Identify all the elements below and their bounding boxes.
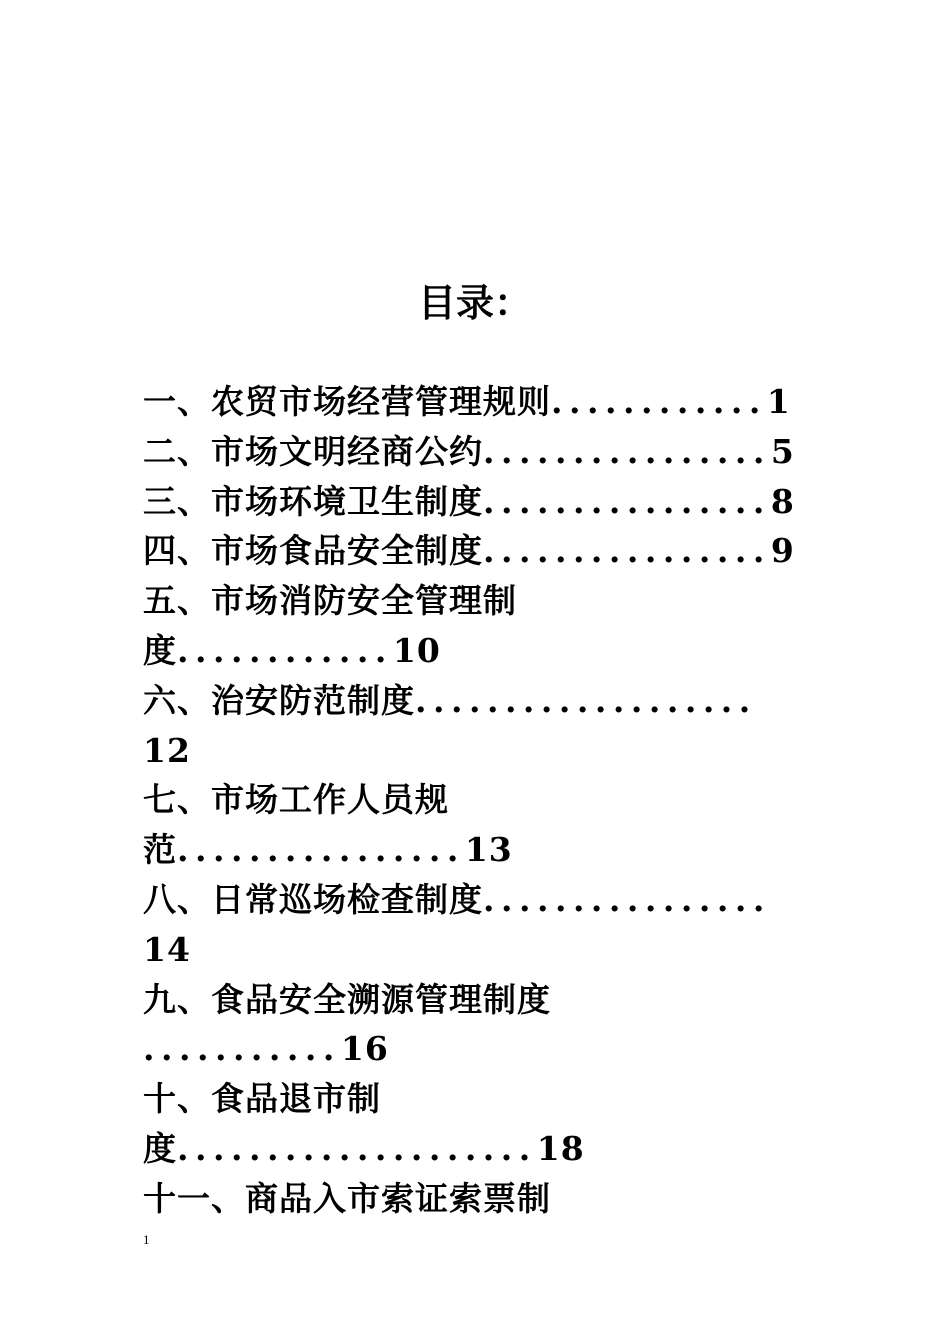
toc-page-number: 18: [536, 1128, 585, 1168]
page-number-footer: 1: [143, 1232, 150, 1247]
toc-entry-title: 五、市场消防安全管理制: [143, 581, 517, 621]
toc-line[interactable]: [143, 427, 803, 477]
toc-entry-title: 度: [143, 1128, 177, 1168]
toc-line[interactable]: [143, 875, 803, 925]
toc-line[interactable]: [143, 925, 803, 975]
toc-page-number: 16: [340, 1029, 389, 1069]
toc-line[interactable]: [143, 825, 803, 875]
toc-entry-title: 八、日常巡场检查制度: [143, 879, 483, 919]
toc-line[interactable]: [143, 477, 803, 527]
toc-page-number: 8: [770, 481, 795, 521]
toc-page-number: 1: [766, 382, 791, 421]
toc-leader-dots: ....................: [177, 1128, 537, 1168]
toc-leader-dots: ................: [483, 431, 771, 471]
toc-page-number: 10: [392, 630, 441, 670]
toc-entry-title: 六、治安防范制度: [143, 680, 415, 720]
toc-line[interactable]: [143, 526, 803, 576]
toc-entry-title: 一、农贸市场经营管理规则: [143, 382, 551, 421]
toc-entry-title: 二、市场文明经商公约: [143, 431, 483, 471]
toc-leader-dots: ............: [551, 382, 767, 421]
toc-leader-dots: ................: [483, 531, 771, 571]
toc-page-number: 12: [143, 730, 191, 770]
toc-leader-dots: ...................: [415, 680, 757, 720]
toc-line[interactable]: [143, 576, 803, 626]
toc-line[interactable]: [143, 726, 803, 776]
toc-line[interactable]: [143, 377, 803, 427]
toc-entry-title: 十、食品退市制: [143, 1079, 381, 1119]
toc-line[interactable]: [143, 626, 803, 676]
toc-line[interactable]: [143, 1074, 803, 1124]
toc-entry-title: 三、市场环境卫生制度: [143, 481, 483, 521]
toc-entry-title: 范: [143, 830, 177, 870]
toc-page-number: 5: [770, 431, 795, 471]
toc-line[interactable]: [143, 775, 803, 825]
toc-page-number: 9: [770, 531, 795, 571]
toc-entry-title: 四、市场食品安全制度: [143, 531, 483, 571]
toc-leader-dots: ............: [177, 630, 393, 670]
toc-leader-dots: ...........: [143, 1029, 341, 1069]
table-of-contents: [143, 377, 803, 1224]
toc-line[interactable]: [143, 1124, 803, 1174]
toc-entry-title: 十一、商品入市索证索票制: [143, 1178, 551, 1218]
toc-entry-title: 七、市场工作人员规: [143, 780, 449, 820]
toc-leader-dots: ................: [483, 481, 771, 521]
toc-line[interactable]: [143, 975, 803, 1025]
toc-leader-dots: ................: [483, 879, 771, 919]
toc-line[interactable]: [143, 676, 803, 726]
toc-line[interactable]: [143, 1024, 803, 1074]
toc-entry-title: 九、食品安全溯源管理制度: [143, 979, 551, 1019]
toc-leader-dots: ................: [177, 830, 465, 870]
toc-line[interactable]: [143, 1174, 803, 1224]
toc-entry-title: 度: [143, 630, 177, 670]
toc-page-number: 13: [464, 830, 513, 870]
toc-page-number: 14: [143, 929, 191, 969]
page-title: 目录：: [417, 280, 532, 325]
